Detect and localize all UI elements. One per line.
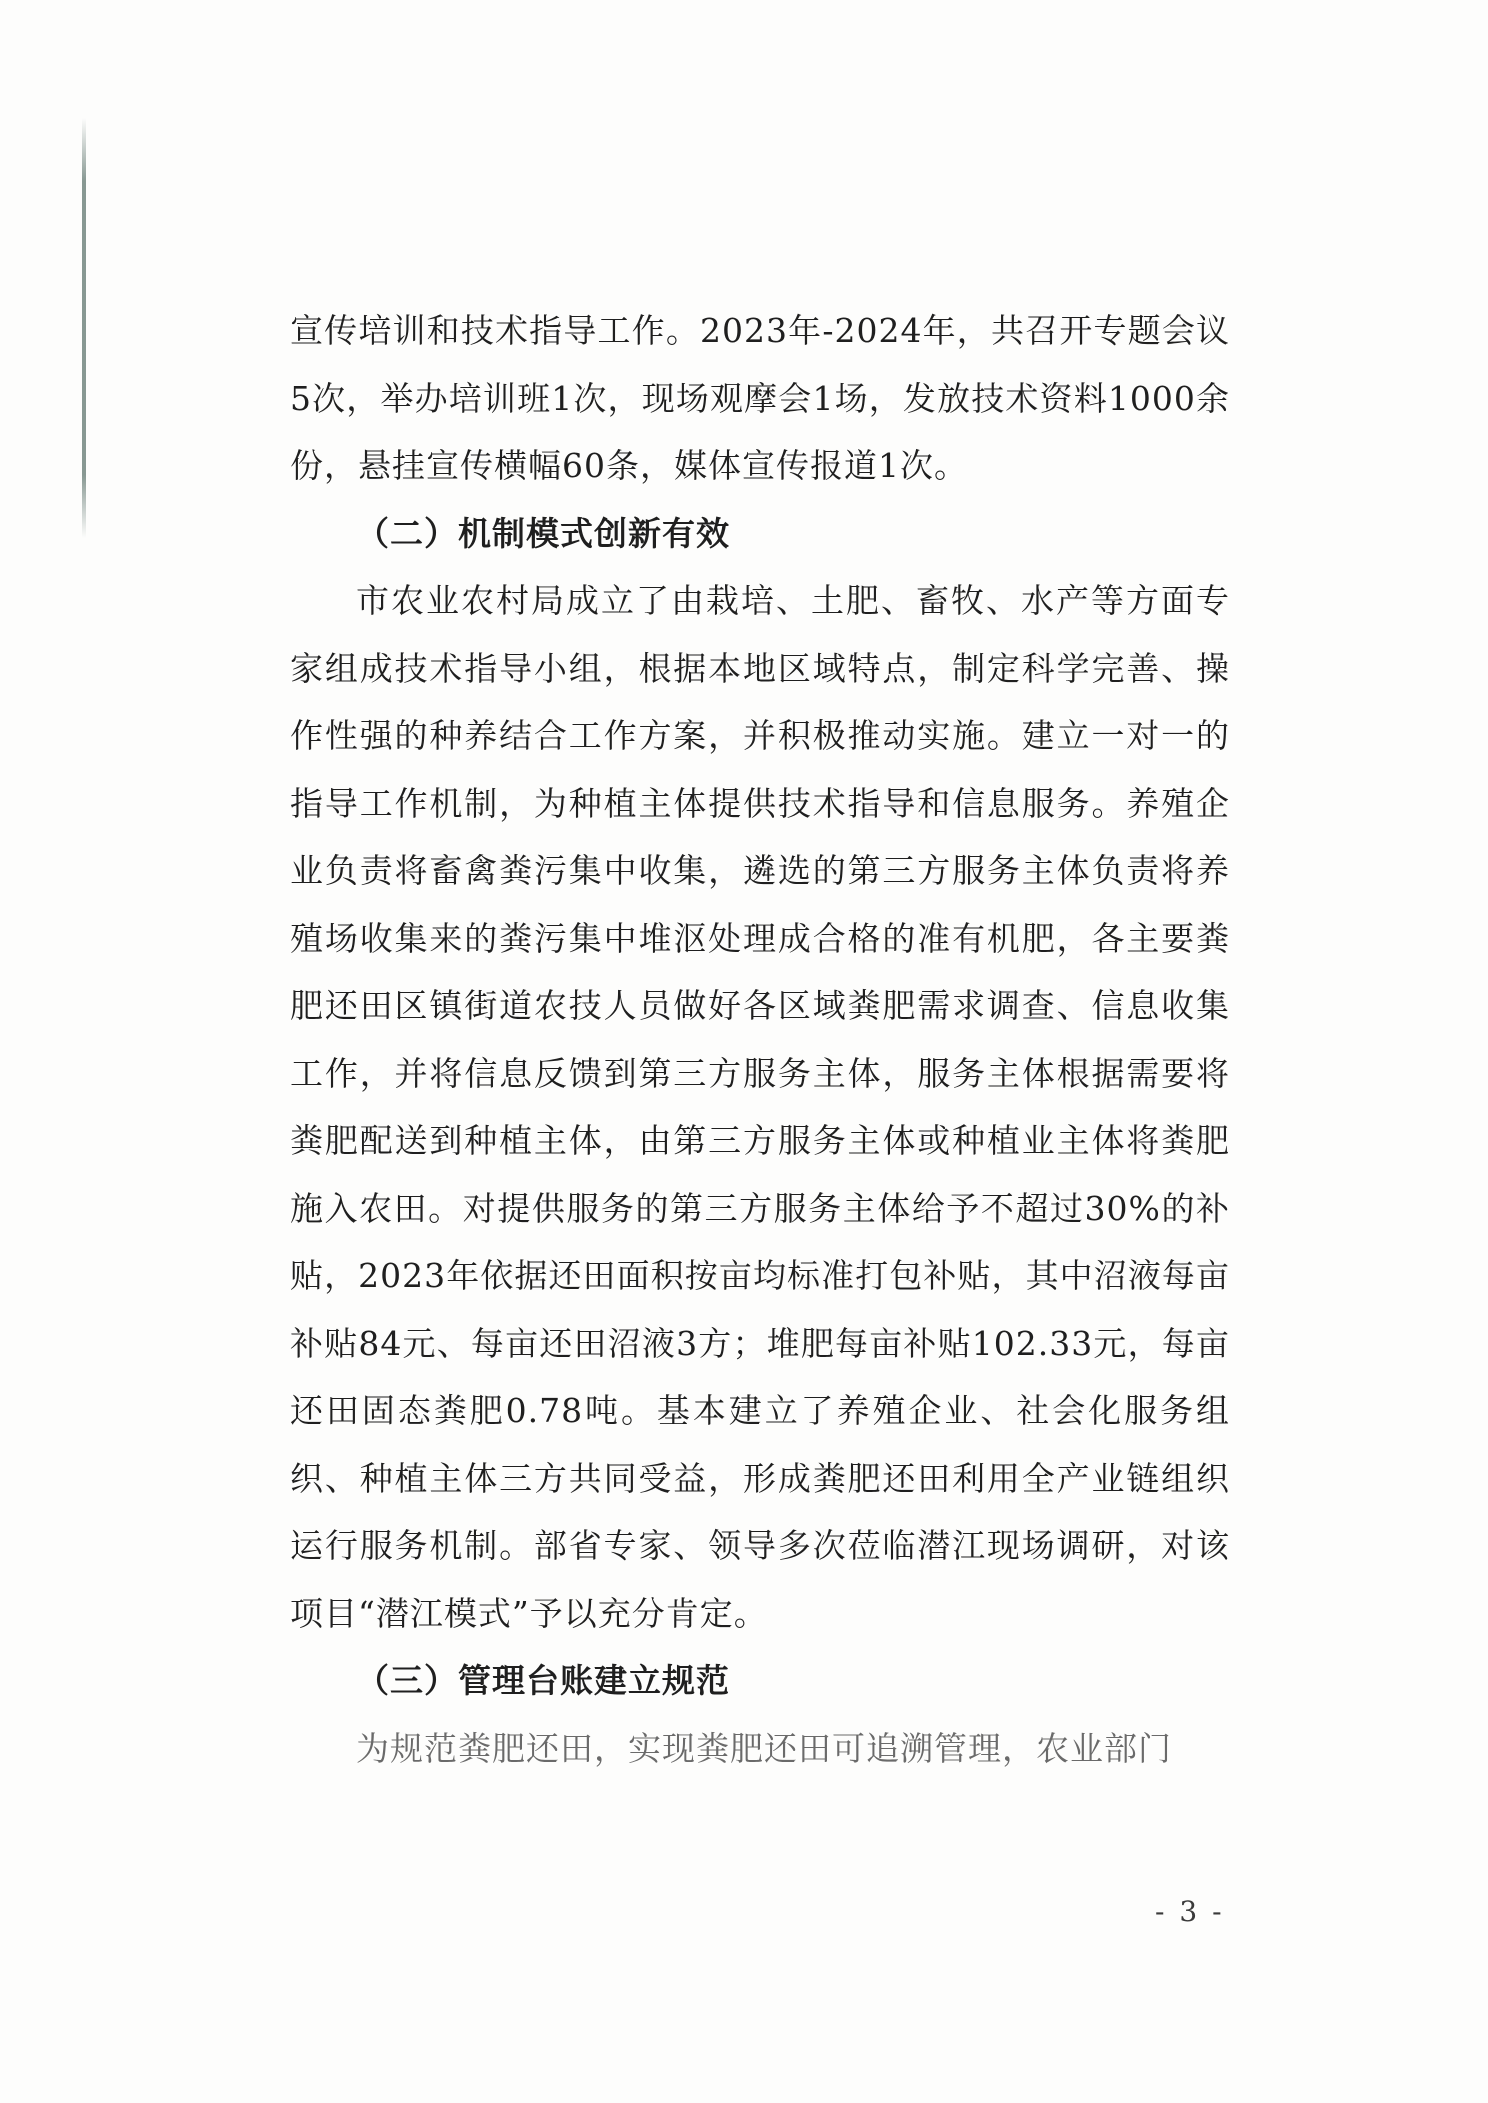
section-heading-ledger: （三）管理台账建立规范 bbox=[356, 1661, 730, 1700]
binding-edge-mark bbox=[82, 118, 86, 538]
page-number: - 3 - bbox=[1155, 1895, 1225, 1928]
paragraph-ledger-start: 为规范粪肥还田，实现粪肥还田可追溯管理，农业部门 bbox=[356, 1728, 1172, 1768]
document-body bbox=[290, 297, 1230, 1782]
paragraph-training-summary: 宣传培训和技术指导工作。2023年-2024年，共召开专题会议5次，举办培训班1次，现场观摩会1场，发放技术资料1000余份，悬挂宣传横幅60条，媒体宣传报道1次。 bbox=[290, 311, 1230, 485]
section-heading-mechanism: （二）机制模式创新有效 bbox=[356, 513, 730, 553]
paragraph-mechanism-details: 市农业农村局成立了由栽培、土肥、畜牧、水产等方面专家组成技术指导小组，根据本地区域特点，制定科学完善、操作性强的种养结合工作方案，并积极推动实施。建立一对一的指导工作机制，为种植主体提供技术指导和信息服务。养殖企业负责将畜禽粪污集中收集，遴选的第三方服务主体负责将养殖场收集来的粪污集中堆沤处理成合格的准有机肥，各主要粪肥还田区镇街道农技人员做好各区域粪肥需求调查、信息收集工作，并将信息反馈到第三方服务主体，服务主体根据需要将粪肥配送到种植主体，由第三方服务主体或种植业主体将粪肥施入农田。对提供服务的第三方服务主体给予不超过30%的补贴，2023年依据还田面积按亩均标准打包补贴，其中沼液每亩补贴84元、每亩还田沼液3方；堆肥每亩补贴102.33元，每亩还田固态粪肥0.78吨。基本建立了养殖企业、社会化服务组织、种植主体三方共同受益，形成粪肥还田利用全产业链组织运行服务机制。部省专家、领导多次莅临潜江现场调研，对该项目“潜江模式”予以充分肯定。 bbox=[290, 581, 1230, 1633]
